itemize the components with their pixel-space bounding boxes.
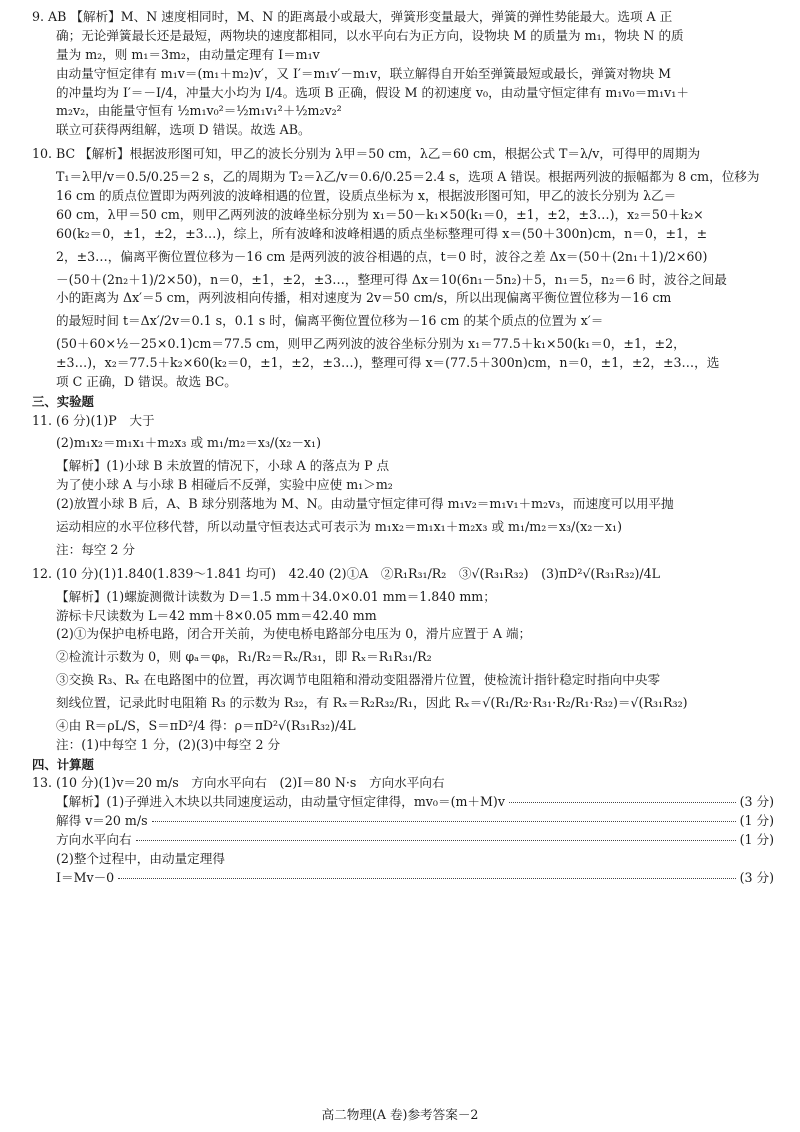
q10-line-11: ±3…)，x₂＝77.5＋k₂×60(k₂＝0，±1，±2，±3…)，整理可得 x＝(77.5＋300n)cm，n＝0，±1，±2，±3…，选	[56, 355, 720, 371]
q12-line-2: 游标卡尺读数为 L＝42 mm＋8×0.05 mm＝42.40 mm	[56, 607, 377, 623]
q9-line-7: 联立可获得两组解，选项 D 错误。故选 AB。	[56, 122, 311, 138]
q13-step-1-text: 【解析】(1)子弹进入木块以共同速度运动，由动量守恒定律得，mv₀＝(m＋M)v	[56, 794, 505, 810]
q10-line-1: 10. BC 【解析】根据波形图可知，甲乙的波长分别为 λ甲＝50 cm，λ乙＝60 cm，根据公式 T＝λ/v，可得甲的周期为	[32, 146, 701, 162]
q12-line-4: ②检流计示数为 0，则 φₐ＝φᵦ，R₁/R₂＝Rₓ/R₃₁，即 Rₓ＝R₁R₃₁/R₂	[56, 649, 432, 665]
section-heading-experiments: 三、实验题	[32, 393, 94, 409]
question-11	[32, 412, 774, 560]
q9-line-1: 9. AB 【解析】M、N 速度相同时，M、N 的距离最小或最大，弹簧形变量最大，弹簧的弹性势能最大。选项 A 正	[32, 9, 673, 24]
q13-step-3-text: 方向水平向右	[56, 832, 132, 848]
answer-page	[32, 8, 774, 889]
q11-line-1: 【解析】(1)小球 B 未放置的情况下，小球 A 的落点为 P 点	[56, 458, 390, 474]
q11-line-2: 为了使小球 A 与小球 B 相碰后不反弹，实验中应使 m₁＞m₂	[56, 477, 393, 493]
question-12	[32, 565, 774, 755]
q10-line-2: T₁＝λ甲/v＝0.5/0.25＝2 s，乙的周期为 T₂＝λ乙/v＝0.6/0.25＝2.4 s，选项 A 错误。根据两列波的振幅都为 8 cm，位移为	[56, 169, 760, 185]
q13-step-3	[32, 831, 774, 850]
q13-step-4	[32, 869, 774, 888]
q13-head: 13. (10 分)(1)v＝20 m/s 方向水平向右 (2)I＝80 N·s 方向水平向右	[32, 775, 445, 791]
q9-line-5: 的冲量均为 I′＝－I/4，冲量大小均为 I/4。选项 B 正确，假设 M 的初速度 v₀，由动量守恒定律有 m₁v₀＝m₁v₁＋	[56, 84, 689, 100]
q12-head: 12. (10 分)(1)1.840(1.839～1.841 均可) 42.40 (2)①A ②R₁R₃₁/R₂ ③√(R₃₁R₃₂) (3)πD²√(R₃₁R₃₂)/4L	[32, 565, 661, 581]
q10-line-10: (50＋60×½－25×0.1)cm＝77.5 cm，则甲乙两列波的波谷坐标分别为 x₁＝77.5＋k₁×50(k₁＝0，±1，±2，	[56, 336, 686, 352]
question-9	[32, 8, 774, 140]
q9-line-2: 确；无论弹簧最长还是最短，两物块的速度都相同，以水平向右为正方向，设物块 M 的质量为 m₁，物块 N 的质	[56, 27, 684, 43]
q10-line-7: －(50＋(2n₂＋1)/2×50)，n＝0，±1，±2，±3…，整理可得 Δx＝10(6n₁－5n₂)＋5，n₁＝5，n₂＝6 时，波谷之间最	[56, 271, 727, 287]
q12-note: 注：(1)中每空 1 分，(2)(3)中每空 2 分	[56, 736, 281, 752]
q10-line-12: 项 C 正确，D 错误。故选 BC。	[56, 374, 237, 390]
q13-step-4-points: (3 分)	[739, 869, 774, 885]
leader-dots	[136, 840, 736, 841]
q10-line-8: 小的距离为 Δx′＝5 cm，两列波相向传播，相对速度为 2v＝50 cm/s，所以出现偏离平衡位置位移为－16 cm	[56, 290, 672, 306]
question-13	[32, 774, 774, 887]
q9-line-3: 量为 m₂，则 m₁＝3m₂，由动量定理有 I＝m₁v	[56, 46, 320, 62]
q12-line-5: ③交换 R₃、Rₓ 在电路图中的位置，再次调节电阻箱和滑动变阻器滑片位置，使检流计指针稳定时指向中央零	[56, 672, 661, 688]
q10-line-6: 2，±3…，偏离平衡位置位移为－16 cm 是两列波的波谷相遇的点，t＝0 时，波谷之差 Δx＝(50＋(2n₁＋1)/2×60)	[56, 248, 708, 264]
q11-head: 11. (6 分)(1)P 大于	[32, 412, 155, 428]
q13-step-4-text: I＝Mv－0	[56, 869, 115, 885]
leader-dots	[152, 821, 736, 822]
q11-note: 注：每空 2 分	[56, 541, 135, 557]
page-footer: 高二物理(A 卷)参考答案－2	[321, 1107, 479, 1122]
q12-line-1: 【解析】(1)螺旋测微计读数为 D＝1.5 mm＋34.0×0.01 mm＝1.840 mm；	[56, 588, 496, 604]
q13-step-3-points: (1 分)	[739, 832, 774, 848]
leader-dots	[118, 878, 735, 879]
q13-step-1	[32, 793, 774, 812]
q13-step-1-points: (3 分)	[739, 794, 774, 810]
q10-line-9: 的最短时间 t＝Δx′/2v＝0.1 s，0.1 s 时，偏离平衡位置位移为－16 cm 的某个质点的位置为 x′＝	[56, 313, 604, 329]
q11-line-4: 运动相应的水平位移代替，所以动量守恒表达式可表示为 m₁x₂＝m₁x₁＋m₂x₃ 或 m₁/m₂＝x₃/(x₂－x₁)	[56, 518, 622, 534]
q10-line-3: 16 cm 的质点位置即为两列波的波峰相遇的位置，设质点坐标为 x，根据波形图可知，甲乙的波长分别为 λ乙＝	[56, 188, 677, 204]
q12-line-6: 刻线位置，记录此时电阻箱 R₃ 的示数为 R₃₂，有 Rₓ＝R₂R₃₂/R₁，因此 Rₓ＝√(R₁/R₂·R₃₁·R₂/R₁·R₃₂)＝√(R₃₁R₃₂)	[56, 695, 688, 711]
q10-line-5: 60(k₂＝0，±1，±2，±3…)，综上，所有波峰和波峰相遇的质点坐标整理可得 x＝(50＋300n)cm，n＝0，±1，±	[56, 225, 708, 241]
q12-line-3: (2)①为保护电桥电路，闭合开关前，为使电桥电路部分电压为 0，滑片应置于 A 端；	[56, 626, 532, 642]
q13-step-2-points: (1 分)	[739, 813, 774, 829]
q11-answer-2: (2)m₁x₂＝m₁x₁＋m₂x₃ 或 m₁/m₂＝x₃/(x₂－x₁)	[56, 435, 321, 451]
q10-line-4: 60 cm，λ甲＝50 cm，则甲乙两列波的波峰坐标分别为 x₁＝50－k₁×50(k₁＝0，±1，±2，±3…)，x₂＝50＋k₂×	[56, 206, 704, 222]
q11-line-3: (2)放置小球 B 后，A、B 球分别落地为 M、N。由动量守恒定律可得 m₁v₂＝m₁v₁＋m₂v₃，而速度可以用平抛	[56, 496, 674, 512]
q13-step-2	[32, 812, 774, 831]
q13-step-2-text: 解得 v＝20 m/s	[56, 813, 148, 829]
q9-line-6: m₂v₂，由能量守恒有 ½m₁v₀²＝½m₁v₁²＋½m₂v₂²	[56, 103, 342, 119]
q13-line: (2)整个过程中，由动量定理得	[56, 850, 225, 866]
q12-line-7: ④由 R＝ρL/S，S＝πD²/4 得：ρ＝πD²√(R₃₁R₃₂)/4L	[56, 718, 356, 733]
question-10	[32, 145, 774, 392]
leader-dots	[509, 802, 736, 803]
q9-line-4: 由动量守恒定律有 m₁v＝(m₁＋m₂)v′，又 I′＝m₁v′－m₁v，联立解得自开始至弹簧最短或最长，弹簧对物块 M	[56, 65, 672, 81]
section-heading-calculations: 四、计算题	[32, 756, 94, 772]
